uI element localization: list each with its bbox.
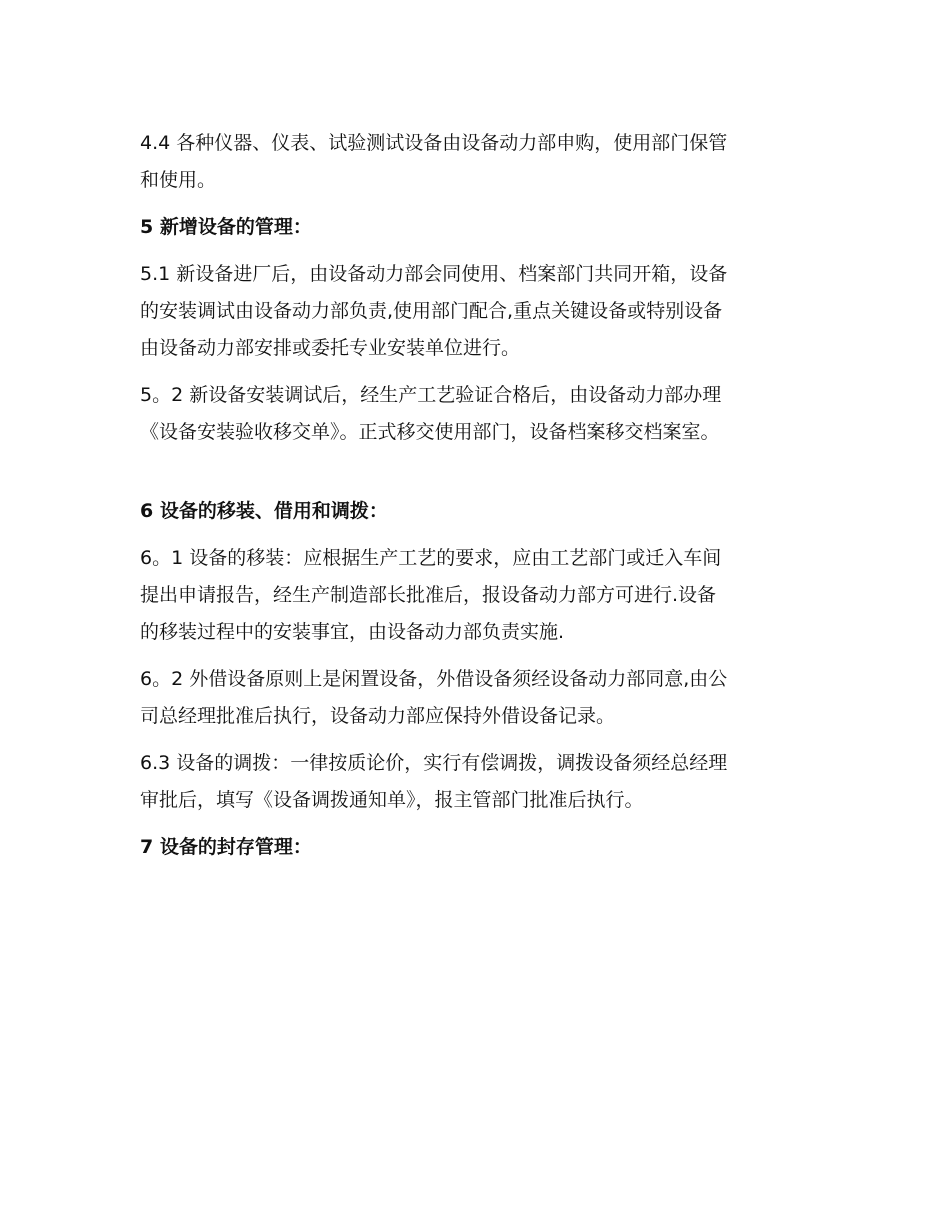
paragraph-line: 由设备动力部安排或委托专业安装单位进行。 [140,337,521,359]
document-body [140,125,820,866]
paragraph-line: 和使用。 [140,169,217,191]
paragraph-4-4 [140,125,820,199]
paragraph-line: 司总经理批准后执行，设备动力部应保持外借设备记录。 [140,705,616,727]
paragraph-line: 5。2 新设备安装调试后，经生产工艺验证合格后，由设备动力部办理 [140,384,722,406]
paragraph-5-1 [140,256,820,367]
blank-line [140,451,820,493]
paragraph-6-1 [140,540,820,651]
paragraph-6-3 [140,745,820,819]
paragraph-line: 4.4 各种仪器、仪表、试验测试设备由设备动力部申购，使用部门保管 [140,132,728,154]
paragraph-6-2 [140,661,820,735]
paragraph-5-2 [140,377,820,451]
paragraph-line: 的安装调试由设备动力部负责,使用部门配合,重点关键设备或特别设备 [140,300,723,322]
paragraph-line: 《设备安装验收移交单》。正式移交使用部门，设备档案移交档案室。 [140,421,720,443]
section-heading-5: 5 新增设备的管理： [140,216,312,238]
section-heading-7: 7 设备的封存管理： [140,836,312,858]
paragraph-line: 5.1 新设备进厂后，由设备动力部会同使用、档案部门共同开箱，设备 [140,263,728,285]
paragraph-line: 6.3 设备的调拨：一律按质论价，实行有偿调拨，调拨设备须经总经理 [140,752,728,774]
section-heading-6: 6 设备的移装、借用和调拨： [140,500,388,522]
paragraph-line: 6。2 外借设备原则上是闲置设备，外借设备须经设备动力部同意,由公 [140,668,728,690]
paragraph-line: 审批后，填写《设备调拨通知单》，报主管部门批准后执行。 [140,789,644,811]
paragraph-line: 的移装过程中的安装事宜，由设备动力部负责实施. [140,621,565,643]
paragraph-line: 6。1 设备的移装：应根据生产工艺的要求，应由工艺部门或迁入车间 [140,547,722,569]
paragraph-line: 提出申请报告，经生产制造部长批准后，报设备动力部方可进行.设备 [140,584,717,606]
